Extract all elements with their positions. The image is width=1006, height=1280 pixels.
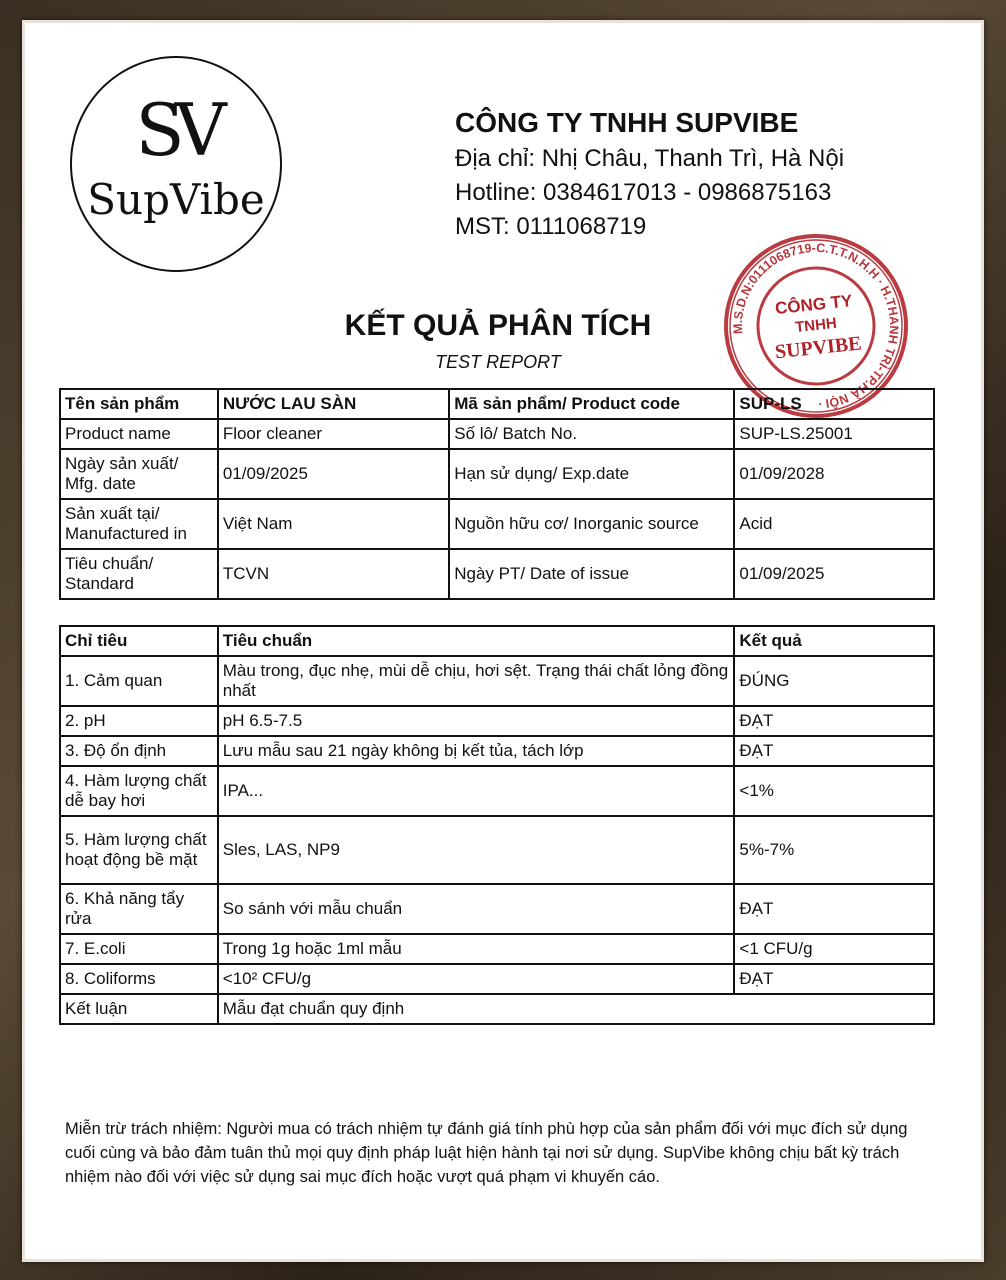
info-label: Sản xuất tại/ Manufactured in bbox=[60, 499, 218, 549]
standard-cell: Trong 1g hoặc 1ml mẫu bbox=[218, 934, 735, 964]
company-logo bbox=[70, 56, 282, 272]
info-value: TCVN bbox=[218, 549, 449, 599]
criterion-cell: 7. E.coli bbox=[60, 934, 218, 964]
info-label: Tiêu chuẩn/ Standard bbox=[60, 549, 218, 599]
result-cell: ĐẠT bbox=[734, 884, 934, 934]
criterion-cell: 2. pH bbox=[60, 706, 218, 736]
info-label: Ngày sản xuất/ Mfg. date bbox=[60, 449, 218, 499]
info-label: Tên sản phẩm bbox=[60, 389, 218, 419]
document-page bbox=[22, 20, 984, 1262]
standard-cell: IPA... bbox=[218, 766, 735, 816]
table-row bbox=[60, 706, 934, 736]
table-row bbox=[60, 934, 934, 964]
result-cell: ĐẠT bbox=[734, 964, 934, 994]
result-cell: <1% bbox=[734, 766, 934, 816]
result-cell: 5%-7% bbox=[734, 816, 934, 884]
criterion-cell: 6. Khả năng tẩy rửa bbox=[60, 884, 218, 934]
conclusion-label: Kết luận bbox=[60, 994, 218, 1024]
table-row bbox=[60, 736, 934, 766]
result-cell: <1 CFU/g bbox=[734, 934, 934, 964]
criterion-cell: 4. Hàm lượng chất dễ bay hơi bbox=[60, 766, 218, 816]
info-value: 01/09/2028 bbox=[734, 449, 934, 499]
info-label: Product name bbox=[60, 419, 218, 449]
conclusion-value: Mẫu đạt chuẩn quy định bbox=[218, 994, 934, 1024]
standard-cell: pH 6.5-7.5 bbox=[218, 706, 735, 736]
column-header: Kết quả bbox=[734, 626, 934, 656]
info-label: Ngày PT/ Date of issue bbox=[449, 549, 734, 599]
info-label: Số lô/ Batch No. bbox=[449, 419, 734, 449]
company-tax-id: MST: 0111068719 bbox=[455, 213, 647, 240]
table-row bbox=[60, 499, 934, 549]
logo-wordmark: SupVibe bbox=[87, 175, 265, 224]
company-hotline: Hotline: 0384617013 - 0986875163 bbox=[455, 179, 832, 206]
conclusion-row bbox=[60, 994, 934, 1024]
info-value: Việt Nam bbox=[218, 499, 449, 549]
stamp-line-3: SUPVIBE bbox=[774, 332, 863, 364]
result-cell: ĐẠT bbox=[734, 706, 934, 736]
standard-cell: <10² CFU/g bbox=[218, 964, 735, 994]
table-row bbox=[60, 766, 934, 816]
table-row bbox=[60, 816, 934, 884]
report-subtitle: TEST REPORT bbox=[435, 352, 561, 372]
criterion-cell: 5. Hàm lượng chất hoạt động bề mặt bbox=[60, 816, 218, 884]
table-row bbox=[60, 964, 934, 994]
product-info-table bbox=[59, 388, 935, 600]
criterion-cell: 3. Độ ổn định bbox=[60, 736, 218, 766]
info-label: Nguồn hữu cơ/ Inorganic source bbox=[449, 499, 734, 549]
stamp-line-1: CÔNG TY bbox=[774, 291, 854, 319]
info-label: Hạn sử dụng/ Exp.date bbox=[449, 449, 734, 499]
stamp-ring-text: M.S.D.N:0111068719-C.T.T.N.H.H · H.THANH TRÌ-TP.HÀ NỘI · bbox=[730, 240, 902, 411]
table-row bbox=[60, 389, 934, 419]
table-row bbox=[60, 884, 934, 934]
table-row bbox=[60, 449, 934, 499]
info-value: 01/09/2025 bbox=[218, 449, 449, 499]
report-title: KẾT QUẢ PHÂN TÍCH bbox=[344, 309, 652, 342]
criterion-cell: 1. Cảm quan bbox=[60, 656, 218, 706]
info-value: Floor cleaner bbox=[218, 419, 449, 449]
company-header bbox=[455, 106, 844, 242]
column-header: Chỉ tiêu bbox=[60, 626, 218, 656]
company-name: CÔNG TY TNHH SUPVIBE bbox=[455, 107, 799, 138]
standard-cell: So sánh với mẫu chuẩn bbox=[218, 884, 735, 934]
standard-cell: Lưu mẫu sau 21 ngày không bị kết tủa, tách lớp bbox=[218, 736, 735, 766]
disclaimer-text: Miễn trừ trách nhiệm: Người mua có trách nhiệm tự đánh giá tính phù hợp của sản phẩm đối với mục đích sử dụng cuối cùng và bảo đảm tuân thủ mọi quy định pháp luật hiện hành tại nơi sử dụng. SupVibe không chịu bất kỳ trách nhiệm nào đối với việc sử dụng sai mục đích hoặc vượt quá phạm vi khuyến cáo. bbox=[65, 1120, 908, 1186]
standard-cell: Sles, LAS, NP9 bbox=[218, 816, 735, 884]
table-row bbox=[60, 656, 934, 706]
standard-cell: Màu trong, đục nhẹ, mùi dễ chịu, hơi sệt. Trạng thái chất lỏng đồng nhất bbox=[218, 656, 735, 706]
column-header: Tiêu chuẩn bbox=[218, 626, 735, 656]
result-cell: ĐẠT bbox=[734, 736, 934, 766]
info-label: Mã sản phẩm/ Product code bbox=[449, 389, 734, 419]
info-value: SUP-LS.25001 bbox=[734, 419, 934, 449]
info-value: NƯỚC LAU SÀN bbox=[218, 389, 449, 419]
info-value: Acid bbox=[734, 499, 934, 549]
table-row bbox=[60, 549, 934, 599]
company-address: Địa chỉ: Nhị Châu, Thanh Trì, Hà Nội bbox=[455, 145, 845, 172]
info-value: 01/09/2025 bbox=[734, 549, 934, 599]
table-header-row bbox=[60, 626, 934, 656]
info-value: SUP-LS bbox=[734, 389, 934, 419]
table-row bbox=[60, 419, 934, 449]
criterion-cell: 8. Coliforms bbox=[60, 964, 218, 994]
test-results-table bbox=[59, 625, 935, 1025]
result-cell: ĐÚNG bbox=[734, 656, 934, 706]
stamp-line-2: TNHH bbox=[794, 314, 838, 337]
logo-monogram: SV bbox=[135, 88, 217, 172]
